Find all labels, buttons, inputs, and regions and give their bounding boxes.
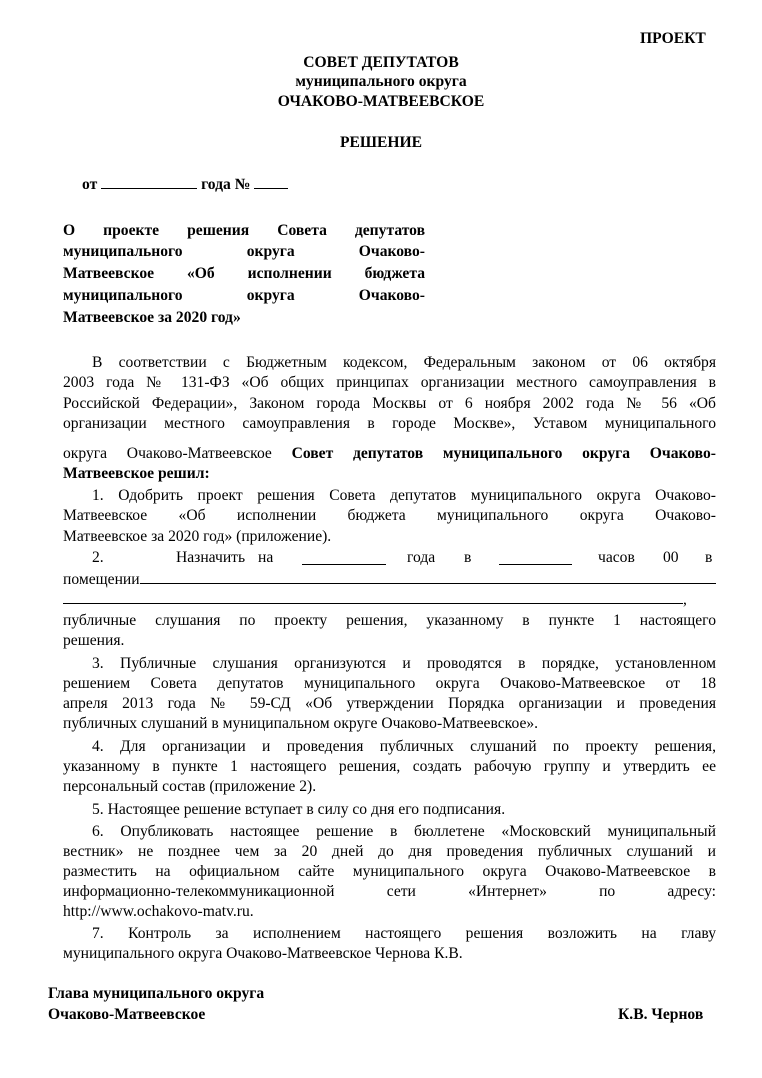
org-district: ОЧАКОВО-МАТВЕЕВСКОЕ [277, 93, 485, 110]
room-field-blank [140, 568, 716, 584]
item-5-line: 5. Настоящее решение вступает в силу со дня его подписания. [92, 801, 506, 818]
room-continuation-blank [63, 588, 683, 604]
item-2-assign: Назначить [176, 549, 246, 566]
subject-line: Матвеевское «Об исполнении бюджета [63, 265, 425, 282]
date-line [82, 173, 288, 194]
date-mid: года № [201, 176, 251, 193]
number-blank [254, 173, 288, 189]
item-2-room-line [63, 568, 716, 589]
draft-label: ПРОЕКТ [640, 30, 706, 47]
item-2-hours: часов [598, 549, 635, 566]
item-2-on: на [258, 549, 274, 566]
preamble-text: округа Очаково-Матвеевское [63, 445, 292, 462]
item-6-url: http://www.ochakovo-matv.ru. [63, 903, 254, 920]
item-2-number: 2. [92, 549, 104, 566]
preamble-line: В соответствии с Бюджетным кодексом, Федеральным законом от 06 октября [92, 354, 716, 371]
item-7-line: 7. Контроль за исполнением настоящего решения возложить на главу [92, 925, 716, 942]
item-2-room: помещении [63, 571, 140, 588]
org-name: СОВЕТ ДЕПУТАТОВ [303, 54, 459, 71]
date-field-blank [302, 549, 386, 565]
item-2-year: года [407, 549, 436, 566]
signatory-title: Глава муниципального округа [48, 985, 265, 1002]
item-1-line: Матвеевское за 2020 год» (приложение). [63, 528, 332, 545]
item-1-line: 1. Одобрить проект решения Совета депутатов муниципального округа Очаково- [92, 487, 716, 504]
subject-line: муниципального округа Очаково- [63, 243, 425, 260]
item-1-line: Матвеевское «Об исполнении бюджета муниципального округа Очаково- [63, 507, 716, 524]
item-6-line: информационно-телекоммуникационной сети «Интернет» по адресу: [63, 883, 716, 900]
date-blank [101, 173, 197, 189]
item-2-in: в [464, 549, 472, 566]
document-type-title: РЕШЕНИЕ [339, 134, 423, 151]
item-6-line: 6. Опубликовать настоящее решение в бюллетене «Московский муниципальный [92, 823, 716, 840]
subject-line: О проекте решения Совета депутатов [63, 222, 425, 239]
item-2-minutes: 00 [663, 549, 679, 566]
item-2-blank-line [63, 588, 687, 609]
item-3-line: решением Совета депутатов муниципального округа Очаково-Матвеевское от 18 [63, 675, 716, 692]
preamble-line: 2003 года № 131-ФЗ «Об общих принципах организации местного самоуправления в [63, 374, 716, 391]
signatory-district: Очаково-Матвеевское [48, 1006, 206, 1023]
item-7-line: муниципального округа Очаково-Матвеевское Чернова К.В. [63, 945, 463, 962]
subject-line: Матвеевское за 2020 год» [63, 309, 241, 326]
preamble-council-bold: Совет депутатов муниципального округа Очаково- [291, 445, 716, 462]
item-2-line: публичные слушания по проекту решения, указанному в пункте 1 настоящего [63, 612, 716, 629]
preamble-line: организации местного самоуправления в городе Москве», Уставом муниципального [63, 415, 716, 432]
item-4-line: указанному в пункте 1 настоящего решения, создать рабочую группу и утвердить ее [63, 758, 716, 775]
item-2-line: решения. [63, 632, 125, 649]
item-6-line: вестник» не позднее чем за 20 дней до дня проведения публичных слушаний и [63, 843, 716, 860]
org-subtitle: муниципального округа [295, 73, 467, 90]
item-3-line: публичных слушаний в муниципальном округе Очаково-Матвеевское». [63, 715, 539, 732]
item-6-line: разместить на официальном сайте муниципального округа Очаково-Матвеевское в [63, 863, 716, 880]
signatory-name: К.В. Чернов [618, 1006, 704, 1023]
preamble-resolved: Матвеевское решил: [63, 465, 210, 482]
item-3-line: 3. Публичные слушания организуются и проводятся в порядке, установленном [92, 655, 716, 672]
item-4-line: персональный состав (приложение 2). [63, 778, 317, 795]
item-4-line: 4. Для организации и проведения публичных слушаний по проекту решения, [92, 738, 716, 755]
item-2-comma: , [683, 591, 687, 608]
preamble-line: Российской Федерации», Законом города Москвы от 6 ноября 2002 года № 56 «Об [63, 395, 716, 412]
time-field-blank [499, 549, 572, 565]
date-prefix: от [82, 176, 98, 193]
preamble-line [63, 444, 716, 463]
subject-line: муниципального округа Очаково- [63, 287, 425, 304]
item-3-line: апреля 2013 года № 59-СД «Об утверждении Порядка организации и проведения [63, 695, 716, 712]
item-2-in2: в [705, 549, 713, 566]
